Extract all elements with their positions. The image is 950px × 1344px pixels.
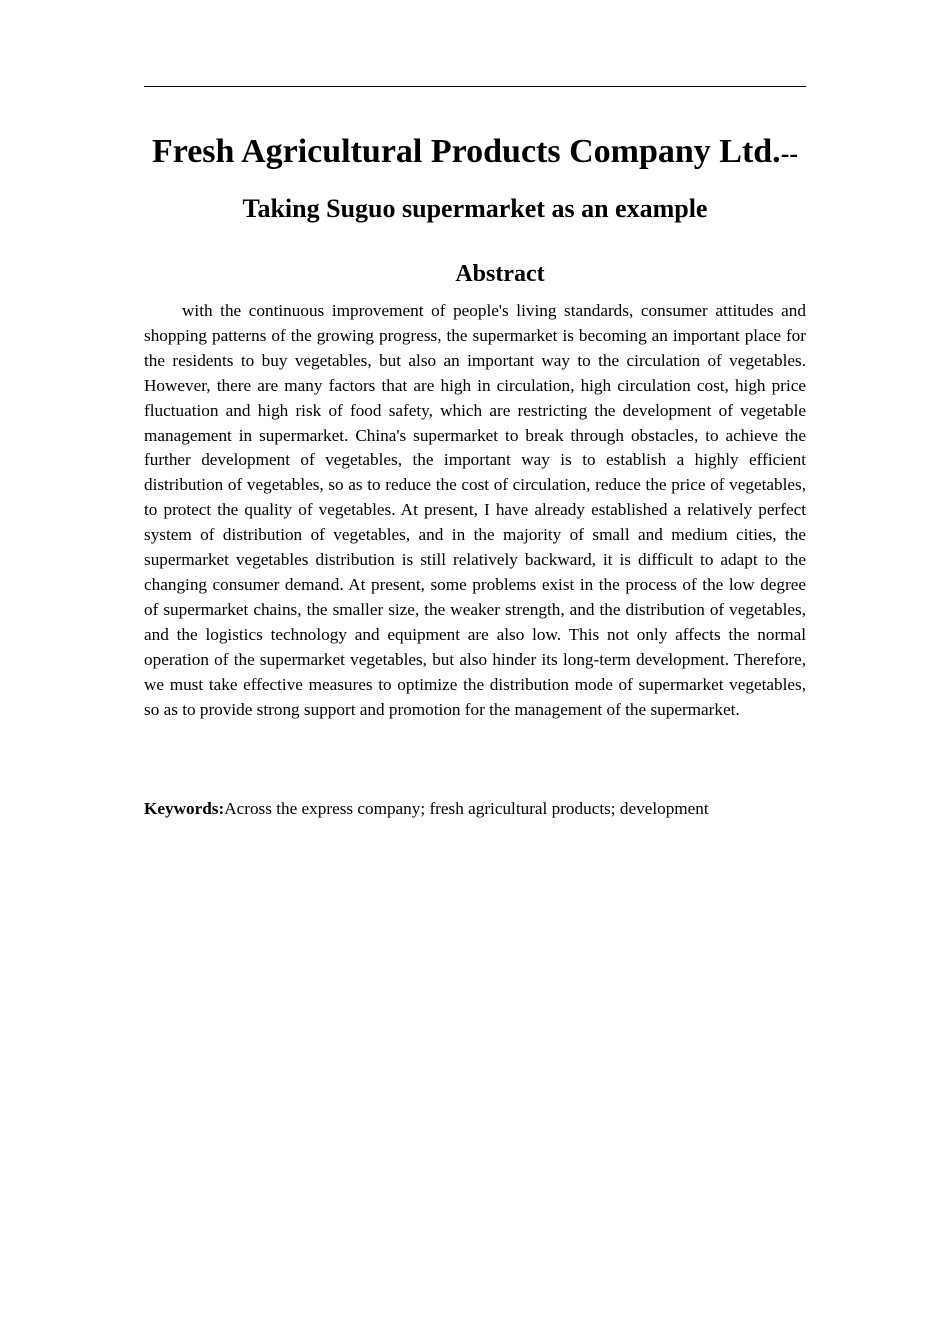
keywords-label: Keywords: (144, 799, 225, 818)
paper-title (134, 125, 816, 235)
header-rule (144, 86, 806, 87)
paper-title-main: Fresh Agricultural Products Company Ltd. (151, 133, 781, 170)
keywords-text: Across the express company; fresh agricultural products; development (224, 799, 709, 818)
abstract-body: with the continuous improvement of people's living standards, consumer attitudes and shopping patterns of the growing progress, the supermarket is becoming an important place for the residents to buy vegetables, but also an important way to the circulation of vegetables. However, there are many factors that are high in circulation, high circulation cost, high price fluctuation and high risk of food safety, which are restricting the development of vegetable management in supermarket. China's supermarket to break through obstacles, to achieve the further development of vegetables, the important way is to establish a highly efficient distribution of vegetables, so as to reduce the cost of circulation, reduce the price of vegetables, to protect the quality of vegetables. At present, I have already established a relatively perfect system of distribution of vegetables, and in the majority of small and medium cities, the supermarket vegetables distribution is still relatively backward, it is difficult to adapt to the changing consumer demand. At present, some problems exist in the process of the low degree of supermarket chains, the smaller size, the weaker strength, and the distribution of vegetables, and the logistics technology and equipment are also low. This not only affects the normal operation of the supermarket vegetables, but also hinder its long-term development. Therefore, we must take effective measures to optimize the distribution mode of supermarket vegetables, so as to provide strong support and promotion for the management of the supermarket. (144, 301, 806, 719)
keywords-line (144, 796, 806, 821)
abstract-heading: Abstract (455, 261, 545, 287)
paper-title-subtitle: -- Taking Suguo supermarket as an example (242, 139, 799, 223)
